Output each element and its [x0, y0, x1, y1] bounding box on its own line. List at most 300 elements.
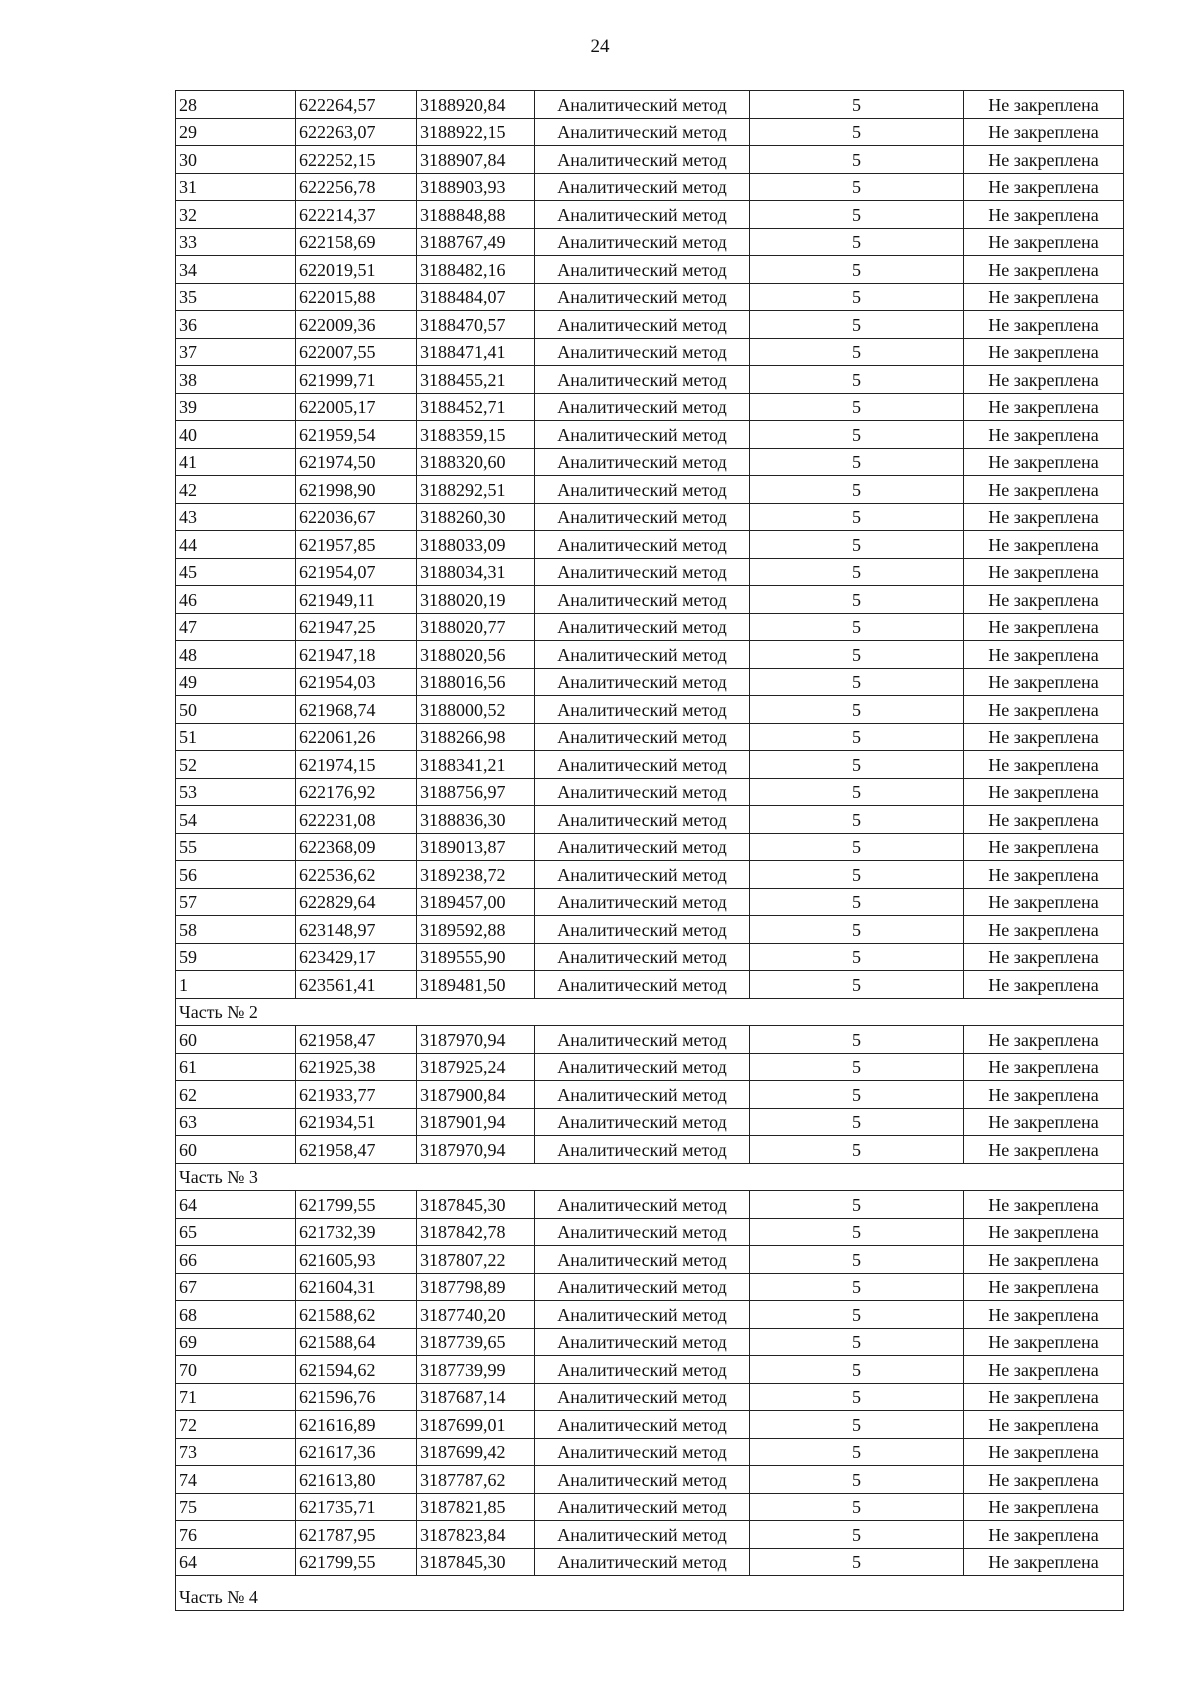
fixation-cell: Не закреплена [964, 1136, 1124, 1164]
accuracy-cell: 5 [750, 448, 964, 476]
table-row [176, 943, 1124, 971]
y-coordinate-cell: 3188020,56 [417, 641, 535, 669]
accuracy-cell: 5 [750, 1356, 964, 1384]
y-coordinate-cell: 3188756,97 [417, 778, 535, 806]
point-number-cell: 30 [176, 146, 296, 174]
table-row [176, 283, 1124, 311]
method-cell: Аналитический метод [535, 558, 750, 586]
x-coordinate-cell: 621596,76 [296, 1383, 417, 1411]
fixation-cell: Не закреплена [964, 1273, 1124, 1301]
fixation-cell: Не закреплена [964, 421, 1124, 449]
y-coordinate-cell: 3187900,84 [417, 1081, 535, 1109]
table-row [176, 1053, 1124, 1081]
fixation-cell: Не закреплена [964, 256, 1124, 284]
method-cell: Аналитический метод [535, 641, 750, 669]
fixation-cell: Не закреплена [964, 1328, 1124, 1356]
method-cell: Аналитический метод [535, 1136, 750, 1164]
fixation-cell: Не закреплена [964, 283, 1124, 311]
point-number-cell: 39 [176, 393, 296, 421]
method-cell: Аналитический метод [535, 256, 750, 284]
accuracy-cell: 5 [750, 146, 964, 174]
table-row [176, 1273, 1124, 1301]
accuracy-cell: 5 [750, 1466, 964, 1494]
method-cell: Аналитический метод [535, 421, 750, 449]
y-coordinate-cell: 3188266,98 [417, 723, 535, 751]
table-row [176, 173, 1124, 201]
accuracy-cell: 5 [750, 668, 964, 696]
fixation-cell: Не закреплена [964, 861, 1124, 889]
y-coordinate-cell: 3188470,57 [417, 311, 535, 339]
point-number-cell: 54 [176, 806, 296, 834]
method-cell: Аналитический метод [535, 531, 750, 559]
table-row [176, 1108, 1124, 1136]
method-cell: Аналитический метод [535, 1053, 750, 1081]
point-number-cell: 41 [176, 448, 296, 476]
x-coordinate-cell: 622368,09 [296, 833, 417, 861]
fixation-cell: Не закреплена [964, 943, 1124, 971]
table-row [176, 558, 1124, 586]
method-cell: Аналитический метод [535, 1548, 750, 1576]
accuracy-cell: 5 [750, 531, 964, 559]
table-row [176, 256, 1124, 284]
x-coordinate-cell: 621968,74 [296, 696, 417, 724]
point-number-cell: 67 [176, 1273, 296, 1301]
method-cell: Аналитический метод [535, 696, 750, 724]
x-coordinate-cell: 621999,71 [296, 366, 417, 394]
point-number-cell: 61 [176, 1053, 296, 1081]
table-row [176, 338, 1124, 366]
point-number-cell: 62 [176, 1081, 296, 1109]
method-cell: Аналитический метод [535, 173, 750, 201]
accuracy-cell: 5 [750, 476, 964, 504]
accuracy-cell: 5 [750, 916, 964, 944]
accuracy-cell: 5 [750, 723, 964, 751]
table-row [176, 723, 1124, 751]
point-number-cell: 75 [176, 1493, 296, 1521]
accuracy-cell: 5 [750, 1053, 964, 1081]
table-row [176, 1026, 1124, 1054]
accuracy-cell: 5 [750, 1328, 964, 1356]
point-number-cell: 49 [176, 668, 296, 696]
y-coordinate-cell: 3188020,77 [417, 613, 535, 641]
accuracy-cell: 5 [750, 1383, 964, 1411]
accuracy-cell: 5 [750, 641, 964, 669]
accuracy-cell: 5 [750, 1411, 964, 1439]
y-coordinate-cell: 3188484,07 [417, 283, 535, 311]
y-coordinate-cell: 3187823,84 [417, 1521, 535, 1549]
fixation-cell: Не закреплена [964, 668, 1124, 696]
fixation-cell: Не закреплена [964, 1026, 1124, 1054]
fixation-cell: Не закреплена [964, 1493, 1124, 1521]
fixation-cell: Не закреплена [964, 1521, 1124, 1549]
accuracy-cell: 5 [750, 1191, 964, 1219]
point-number-cell: 42 [176, 476, 296, 504]
x-coordinate-cell: 621799,55 [296, 1548, 417, 1576]
part-label: Часть № 2 [176, 998, 1124, 1026]
fixation-cell: Не закреплена [964, 118, 1124, 146]
y-coordinate-cell: 3188320,60 [417, 448, 535, 476]
point-number-cell: 68 [176, 1301, 296, 1329]
point-number-cell: 52 [176, 751, 296, 779]
fixation-cell: Не закреплена [964, 833, 1124, 861]
fixation-cell: Не закреплена [964, 613, 1124, 641]
point-number-cell: 57 [176, 888, 296, 916]
x-coordinate-cell: 621947,25 [296, 613, 417, 641]
point-number-cell: 38 [176, 366, 296, 394]
accuracy-cell: 5 [750, 1273, 964, 1301]
fixation-cell: Не закреплена [964, 91, 1124, 119]
point-number-cell: 60 [176, 1136, 296, 1164]
x-coordinate-cell: 621957,85 [296, 531, 417, 559]
x-coordinate-cell: 621613,80 [296, 1466, 417, 1494]
y-coordinate-cell: 3188920,84 [417, 91, 535, 119]
point-number-cell: 29 [176, 118, 296, 146]
x-coordinate-cell: 622007,55 [296, 338, 417, 366]
fixation-cell: Не закреплена [964, 366, 1124, 394]
y-coordinate-cell: 3188016,56 [417, 668, 535, 696]
x-coordinate-cell: 621933,77 [296, 1081, 417, 1109]
table-row [176, 971, 1124, 999]
point-number-cell: 53 [176, 778, 296, 806]
x-coordinate-cell: 623429,17 [296, 943, 417, 971]
table-row [176, 531, 1124, 559]
accuracy-cell: 5 [750, 1438, 964, 1466]
page-number: 24 [590, 36, 610, 57]
method-cell: Аналитический метод [535, 366, 750, 394]
fixation-cell: Не закреплена [964, 201, 1124, 229]
table-row [176, 806, 1124, 834]
x-coordinate-cell: 622231,08 [296, 806, 417, 834]
point-number-cell: 58 [176, 916, 296, 944]
y-coordinate-cell: 3187842,78 [417, 1218, 535, 1246]
y-coordinate-cell: 3189592,88 [417, 916, 535, 944]
table-row [176, 1081, 1124, 1109]
table-row [176, 1191, 1124, 1219]
fixation-cell: Не закреплена [964, 1301, 1124, 1329]
fixation-cell: Не закреплена [964, 751, 1124, 779]
y-coordinate-cell: 3187687,14 [417, 1383, 535, 1411]
method-cell: Аналитический метод [535, 1356, 750, 1384]
accuracy-cell: 5 [750, 971, 964, 999]
x-coordinate-cell: 621799,55 [296, 1191, 417, 1219]
method-cell: Аналитический метод [535, 476, 750, 504]
table-row [176, 613, 1124, 641]
table-row [176, 1548, 1124, 1576]
table-row [176, 696, 1124, 724]
accuracy-cell: 5 [750, 1136, 964, 1164]
x-coordinate-cell: 622019,51 [296, 256, 417, 284]
x-coordinate-cell: 622009,36 [296, 311, 417, 339]
x-coordinate-cell: 621787,95 [296, 1521, 417, 1549]
y-coordinate-cell: 3187807,22 [417, 1246, 535, 1274]
x-coordinate-cell: 621732,39 [296, 1218, 417, 1246]
method-cell: Аналитический метод [535, 943, 750, 971]
point-number-cell: 71 [176, 1383, 296, 1411]
method-cell: Аналитический метод [535, 1383, 750, 1411]
method-cell: Аналитический метод [535, 1108, 750, 1136]
point-number-cell: 1 [176, 971, 296, 999]
point-number-cell: 28 [176, 91, 296, 119]
table-row [176, 668, 1124, 696]
accuracy-cell: 5 [750, 751, 964, 779]
point-number-cell: 44 [176, 531, 296, 559]
x-coordinate-cell: 622214,37 [296, 201, 417, 229]
table-row [176, 1411, 1124, 1439]
point-number-cell: 37 [176, 338, 296, 366]
y-coordinate-cell: 3187925,24 [417, 1053, 535, 1081]
method-cell: Аналитический метод [535, 1191, 750, 1219]
part-label: Часть № 4 [176, 1576, 1124, 1611]
table-row [176, 1246, 1124, 1274]
x-coordinate-cell: 622536,62 [296, 861, 417, 889]
fixation-cell: Не закреплена [964, 641, 1124, 669]
accuracy-cell: 5 [750, 173, 964, 201]
point-number-cell: 69 [176, 1328, 296, 1356]
point-number-cell: 70 [176, 1356, 296, 1384]
table-row [176, 366, 1124, 394]
point-number-cell: 40 [176, 421, 296, 449]
fixation-cell: Не закреплена [964, 1438, 1124, 1466]
fixation-cell: Не закреплена [964, 723, 1124, 751]
x-coordinate-cell: 621616,89 [296, 1411, 417, 1439]
fixation-cell: Не закреплена [964, 503, 1124, 531]
fixation-cell: Не закреплена [964, 448, 1124, 476]
y-coordinate-cell: 3187798,89 [417, 1273, 535, 1301]
point-number-cell: 48 [176, 641, 296, 669]
table-row [176, 503, 1124, 531]
x-coordinate-cell: 621934,51 [296, 1108, 417, 1136]
accuracy-cell: 5 [750, 1108, 964, 1136]
accuracy-cell: 5 [750, 201, 964, 229]
y-coordinate-cell: 3189481,50 [417, 971, 535, 999]
y-coordinate-cell: 3188455,21 [417, 366, 535, 394]
accuracy-cell: 5 [750, 283, 964, 311]
table-row [176, 1136, 1124, 1164]
method-cell: Аналитический метод [535, 1411, 750, 1439]
accuracy-cell: 5 [750, 586, 964, 614]
fixation-cell: Не закреплена [964, 338, 1124, 366]
table-row [176, 1493, 1124, 1521]
point-number-cell: 34 [176, 256, 296, 284]
fixation-cell: Не закреплена [964, 173, 1124, 201]
x-coordinate-cell: 622264,57 [296, 91, 417, 119]
x-coordinate-cell: 622829,64 [296, 888, 417, 916]
method-cell: Аналитический метод [535, 806, 750, 834]
method-cell: Аналитический метод [535, 503, 750, 531]
accuracy-cell: 5 [750, 1218, 964, 1246]
fixation-cell: Не закреплена [964, 1383, 1124, 1411]
x-coordinate-cell: 621735,71 [296, 1493, 417, 1521]
fixation-cell: Не закреплена [964, 393, 1124, 421]
method-cell: Аналитический метод [535, 1081, 750, 1109]
y-coordinate-cell: 3187740,20 [417, 1301, 535, 1329]
fixation-cell: Не закреплена [964, 1191, 1124, 1219]
y-coordinate-cell: 3188000,52 [417, 696, 535, 724]
method-cell: Аналитический метод [535, 146, 750, 174]
table-row [176, 778, 1124, 806]
y-coordinate-cell: 3188836,30 [417, 806, 535, 834]
method-cell: Аналитический метод [535, 228, 750, 256]
accuracy-cell: 5 [750, 558, 964, 586]
y-coordinate-cell: 3188341,21 [417, 751, 535, 779]
y-coordinate-cell: 3187845,30 [417, 1191, 535, 1219]
x-coordinate-cell: 621588,62 [296, 1301, 417, 1329]
table-row [176, 641, 1124, 669]
x-coordinate-cell: 621604,31 [296, 1273, 417, 1301]
x-coordinate-cell: 622263,07 [296, 118, 417, 146]
y-coordinate-cell: 3188260,30 [417, 503, 535, 531]
accuracy-cell: 5 [750, 1521, 964, 1549]
point-number-cell: 43 [176, 503, 296, 531]
point-number-cell: 45 [176, 558, 296, 586]
x-coordinate-cell: 622061,26 [296, 723, 417, 751]
table-row [176, 861, 1124, 889]
x-coordinate-cell: 621594,62 [296, 1356, 417, 1384]
y-coordinate-cell: 3188482,16 [417, 256, 535, 284]
point-number-cell: 46 [176, 586, 296, 614]
y-coordinate-cell: 3188848,88 [417, 201, 535, 229]
fixation-cell: Не закреплена [964, 1466, 1124, 1494]
x-coordinate-cell: 621949,11 [296, 586, 417, 614]
point-number-cell: 33 [176, 228, 296, 256]
table-row [176, 1301, 1124, 1329]
y-coordinate-cell: 3188292,51 [417, 476, 535, 504]
x-coordinate-cell: 622176,92 [296, 778, 417, 806]
x-coordinate-cell: 623561,41 [296, 971, 417, 999]
method-cell: Аналитический метод [535, 118, 750, 146]
table-row [176, 833, 1124, 861]
accuracy-cell: 5 [750, 1246, 964, 1274]
method-cell: Аналитический метод [535, 1218, 750, 1246]
method-cell: Аналитический метод [535, 1438, 750, 1466]
y-coordinate-cell: 3187845,30 [417, 1548, 535, 1576]
method-cell: Аналитический метод [535, 778, 750, 806]
fixation-cell: Не закреплена [964, 558, 1124, 586]
fixation-cell: Не закреплена [964, 1081, 1124, 1109]
method-cell: Аналитический метод [535, 861, 750, 889]
method-cell: Аналитический метод [535, 916, 750, 944]
fixation-cell: Не закреплена [964, 1411, 1124, 1439]
y-coordinate-cell: 3189457,00 [417, 888, 535, 916]
method-cell: Аналитический метод [535, 1466, 750, 1494]
fixation-cell: Не закреплена [964, 1246, 1124, 1274]
method-cell: Аналитический метод [535, 1246, 750, 1274]
method-cell: Аналитический метод [535, 613, 750, 641]
y-coordinate-cell: 3188903,93 [417, 173, 535, 201]
table-row [176, 1218, 1124, 1246]
part-header-row [176, 998, 1124, 1026]
method-cell: Аналитический метод [535, 1026, 750, 1054]
fixation-cell: Не закреплена [964, 476, 1124, 504]
method-cell: Аналитический метод [535, 1273, 750, 1301]
coordinates-table [175, 90, 1124, 1611]
part-label: Часть № 3 [176, 1163, 1124, 1191]
x-coordinate-cell: 621998,90 [296, 476, 417, 504]
fixation-cell: Не закреплена [964, 1218, 1124, 1246]
table-row [176, 1438, 1124, 1466]
table-row [176, 1356, 1124, 1384]
method-cell: Аналитический метод [535, 971, 750, 999]
y-coordinate-cell: 3188359,15 [417, 421, 535, 449]
y-coordinate-cell: 3187970,94 [417, 1136, 535, 1164]
table-row [176, 421, 1124, 449]
point-number-cell: 63 [176, 1108, 296, 1136]
table-row [176, 888, 1124, 916]
coordinates-table-body [176, 91, 1124, 1611]
accuracy-cell: 5 [750, 613, 964, 641]
y-coordinate-cell: 3188033,09 [417, 531, 535, 559]
x-coordinate-cell: 621954,03 [296, 668, 417, 696]
x-coordinate-cell: 622036,67 [296, 503, 417, 531]
part-header-row [176, 1576, 1124, 1611]
y-coordinate-cell: 3187699,42 [417, 1438, 535, 1466]
accuracy-cell: 5 [750, 1081, 964, 1109]
fixation-cell: Не закреплена [964, 778, 1124, 806]
y-coordinate-cell: 3187699,01 [417, 1411, 535, 1439]
fixation-cell: Не закреплена [964, 1548, 1124, 1576]
method-cell: Аналитический метод [535, 1493, 750, 1521]
method-cell: Аналитический метод [535, 833, 750, 861]
method-cell: Аналитический метод [535, 201, 750, 229]
accuracy-cell: 5 [750, 256, 964, 284]
method-cell: Аналитический метод [535, 448, 750, 476]
accuracy-cell: 5 [750, 861, 964, 889]
y-coordinate-cell: 3187821,85 [417, 1493, 535, 1521]
y-coordinate-cell: 3188452,71 [417, 393, 535, 421]
accuracy-cell: 5 [750, 1493, 964, 1521]
y-coordinate-cell: 3187901,94 [417, 1108, 535, 1136]
fixation-cell: Не закреплена [964, 806, 1124, 834]
point-number-cell: 56 [176, 861, 296, 889]
point-number-cell: 51 [176, 723, 296, 751]
accuracy-cell: 5 [750, 1301, 964, 1329]
x-coordinate-cell: 621617,36 [296, 1438, 417, 1466]
accuracy-cell: 5 [750, 118, 964, 146]
y-coordinate-cell: 3189555,90 [417, 943, 535, 971]
point-number-cell: 73 [176, 1438, 296, 1466]
table-row [176, 1383, 1124, 1411]
point-number-cell: 50 [176, 696, 296, 724]
point-number-cell: 76 [176, 1521, 296, 1549]
x-coordinate-cell: 621958,47 [296, 1026, 417, 1054]
y-coordinate-cell: 3188020,19 [417, 586, 535, 614]
x-coordinate-cell: 622015,88 [296, 283, 417, 311]
accuracy-cell: 5 [750, 778, 964, 806]
fixation-cell: Не закреплена [964, 146, 1124, 174]
y-coordinate-cell: 3189238,72 [417, 861, 535, 889]
fixation-cell: Не закреплена [964, 971, 1124, 999]
x-coordinate-cell: 622005,17 [296, 393, 417, 421]
point-number-cell: 59 [176, 943, 296, 971]
x-coordinate-cell: 621605,93 [296, 1246, 417, 1274]
x-coordinate-cell: 623148,97 [296, 916, 417, 944]
point-number-cell: 35 [176, 283, 296, 311]
x-coordinate-cell: 622158,69 [296, 228, 417, 256]
method-cell: Аналитический метод [535, 888, 750, 916]
table-row [176, 146, 1124, 174]
accuracy-cell: 5 [750, 338, 964, 366]
point-number-cell: 66 [176, 1246, 296, 1274]
table-row [176, 1521, 1124, 1549]
y-coordinate-cell: 3188034,31 [417, 558, 535, 586]
table-row [176, 91, 1124, 119]
point-number-cell: 65 [176, 1218, 296, 1246]
accuracy-cell: 5 [750, 833, 964, 861]
y-coordinate-cell: 3187787,62 [417, 1466, 535, 1494]
x-coordinate-cell: 621925,38 [296, 1053, 417, 1081]
fixation-cell: Не закреплена [964, 696, 1124, 724]
x-coordinate-cell: 621959,54 [296, 421, 417, 449]
